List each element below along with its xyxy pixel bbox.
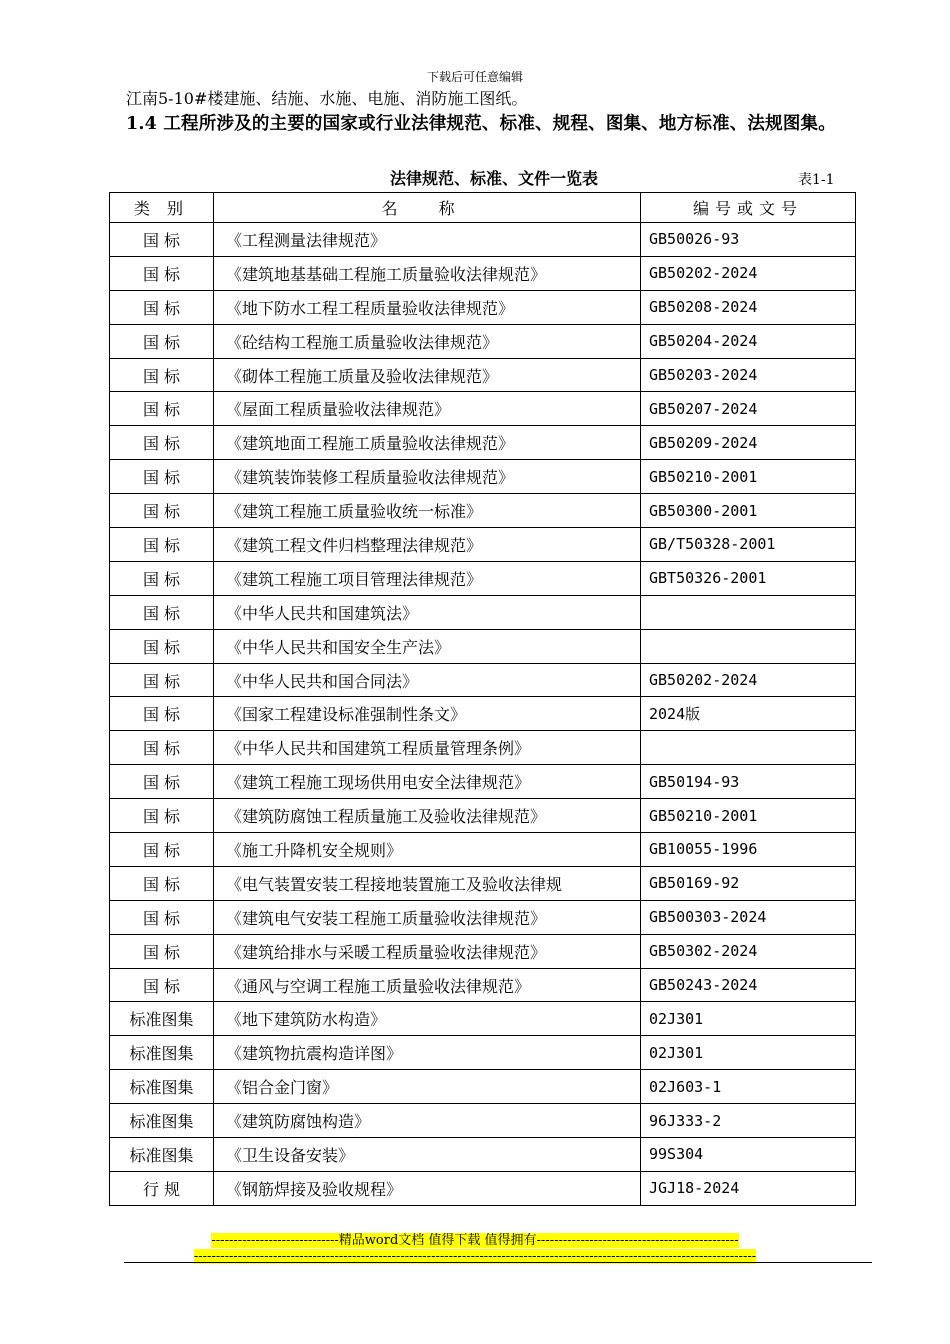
cell-name: 《砌体工程施工质量及验收法律规范》 xyxy=(214,358,641,392)
header-category: 类 别 xyxy=(110,193,214,223)
table-row xyxy=(110,833,856,867)
cell-name: 《建筑地面工程施工质量验收法律规范》 xyxy=(214,426,641,460)
section-heading: 1.4 工程所涉及的主要的国家或行业法律规范、标准、规程、图集、地方标准、法规图集。 xyxy=(126,114,836,134)
table-row xyxy=(110,1036,856,1070)
table-row xyxy=(110,799,856,833)
cell-name: 《钢筋焊接及验收规程》 xyxy=(214,1171,641,1205)
table-title: 法律规范、标准、文件一览表 xyxy=(390,169,599,188)
table-row xyxy=(110,629,856,663)
table-row xyxy=(110,595,856,629)
table-row xyxy=(110,968,856,1002)
table-number: 表1-1 xyxy=(798,172,835,188)
table-row xyxy=(110,561,856,595)
cell-name: 《卫生设备安装》 xyxy=(214,1138,641,1172)
cell-code: GB50203-2024 xyxy=(641,358,856,392)
cell-category: 国 标 xyxy=(110,358,214,392)
table-row xyxy=(110,460,856,494)
cell-code: GB500303-2024 xyxy=(641,900,856,934)
cell-name: 《中华人民共和国建筑工程质量管理条例》 xyxy=(214,731,641,765)
table-row xyxy=(110,900,856,934)
table-row xyxy=(110,392,856,426)
cell-code: GB50243-2024 xyxy=(641,968,856,1002)
cell-code: GB50202-2024 xyxy=(641,256,856,290)
cell-name: 《建筑工程施工项目管理法律规范》 xyxy=(214,561,641,595)
cell-name: 《施工升降机安全规则》 xyxy=(214,833,641,867)
cell-category: 国 标 xyxy=(110,799,214,833)
cell-name: 《建筑物抗震构造详图》 xyxy=(214,1036,641,1070)
cell-code: GB10055-1996 xyxy=(641,833,856,867)
cell-category: 国 标 xyxy=(110,561,214,595)
cell-code: GB/T50328-2001 xyxy=(641,528,856,562)
cell-name: 《地下防水工程工程质量验收法律规范》 xyxy=(214,290,641,324)
cell-category: 国 标 xyxy=(110,833,214,867)
table-row xyxy=(110,1104,856,1138)
cell-name: 《地下建筑防水构造》 xyxy=(214,1002,641,1036)
table-row xyxy=(110,866,856,900)
table-row xyxy=(110,934,856,968)
cell-category: 国 标 xyxy=(110,934,214,968)
footer-rule xyxy=(124,1262,872,1263)
table-row xyxy=(110,223,856,257)
cell-code: 2024版 xyxy=(641,697,856,731)
cell-name: 《建筑给排水与采暖工程质量验收法律规范》 xyxy=(214,934,641,968)
cell-category: 国 标 xyxy=(110,595,214,629)
table-row xyxy=(110,1002,856,1036)
cell-code xyxy=(641,629,856,663)
cell-code xyxy=(641,731,856,765)
cell-name: 《电气装置安装工程接地装置施工及验收法律规 xyxy=(214,866,641,900)
footer-line-1: -----------------------------精品word文档 值得下载 值得拥有---------------------------------------------- xyxy=(211,1233,739,1248)
cell-code: GB50026-93 xyxy=(641,223,856,257)
cell-name: 《建筑地基基础工程施工质量验收法律规范》 xyxy=(214,256,641,290)
cell-category: 国 标 xyxy=(110,223,214,257)
header-note: 下载后可任意编辑 xyxy=(426,70,523,84)
table-row xyxy=(110,1070,856,1104)
cell-code: GB50204-2024 xyxy=(641,324,856,358)
cell-code: GB50208-2024 xyxy=(641,290,856,324)
cell-name: 《中华人民共和国建筑法》 xyxy=(214,595,641,629)
cell-code: 99S304 xyxy=(641,1138,856,1172)
cell-category: 标准图集 xyxy=(110,1002,214,1036)
cell-category: 国 标 xyxy=(110,494,214,528)
cell-category: 国 标 xyxy=(110,765,214,799)
table-row xyxy=(110,1138,856,1172)
cell-name: 《砼结构工程施工质量验收法律规范》 xyxy=(214,324,641,358)
cell-name: 《中华人民共和国合同法》 xyxy=(214,663,641,697)
cell-code: GB50207-2024 xyxy=(641,392,856,426)
cell-code: GB50194-93 xyxy=(641,765,856,799)
cell-category: 标准图集 xyxy=(110,1036,214,1070)
cell-code: 96J333-2 xyxy=(641,1104,856,1138)
cell-name: 《建筑工程文件归档整理法律规范》 xyxy=(214,528,641,562)
cell-code: GB50202-2024 xyxy=(641,663,856,697)
cell-category: 标准图集 xyxy=(110,1070,214,1104)
cell-name: 《建筑防腐蚀构造》 xyxy=(214,1104,641,1138)
cell-code: GB50169-92 xyxy=(641,866,856,900)
cell-code: 02J301 xyxy=(641,1036,856,1070)
footer-line-2: -------------------------------------------------------------------------------------------------------------------------------- xyxy=(193,1249,757,1264)
cell-category: 国 标 xyxy=(110,697,214,731)
cell-category: 国 标 xyxy=(110,528,214,562)
cell-code: GB50210-2001 xyxy=(641,799,856,833)
cell-code: JGJ18-2024 xyxy=(641,1171,856,1205)
table-row xyxy=(110,358,856,392)
cell-category: 国 标 xyxy=(110,663,214,697)
table-header-row xyxy=(110,193,856,223)
cell-code: GB50210-2001 xyxy=(641,460,856,494)
table-row xyxy=(110,256,856,290)
cell-name: 《建筑防腐蚀工程质量施工及验收法律规范》 xyxy=(214,799,641,833)
table-row xyxy=(110,528,856,562)
cell-name: 《建筑装饰装修工程质量验收法律规范》 xyxy=(214,460,641,494)
cell-code xyxy=(641,595,856,629)
cell-code: GBT50326-2001 xyxy=(641,561,856,595)
header-name: 名 称 xyxy=(214,193,641,223)
cell-code: 02J603-1 xyxy=(641,1070,856,1104)
intro-line: 江南5-10#楼建施、结施、水施、电施、消防施工图纸。 xyxy=(126,89,528,108)
cell-category: 国 标 xyxy=(110,900,214,934)
table-row xyxy=(110,426,856,460)
cell-name: 《工程测量法律规范》 xyxy=(214,223,641,257)
cell-name: 《建筑电气安装工程施工质量验收法律规范》 xyxy=(214,900,641,934)
table-row xyxy=(110,324,856,358)
cell-category: 国 标 xyxy=(110,629,214,663)
table-row xyxy=(110,731,856,765)
cell-name: 《铝合金门窗》 xyxy=(214,1070,641,1104)
cell-category: 国 标 xyxy=(110,324,214,358)
standards-table xyxy=(109,192,856,1206)
cell-category: 国 标 xyxy=(110,392,214,426)
cell-name: 《通风与空调工程施工质量验收法律规范》 xyxy=(214,968,641,1002)
cell-name: 《中华人民共和国安全生产法》 xyxy=(214,629,641,663)
cell-category: 国 标 xyxy=(110,968,214,1002)
header-code: 编号或文号 xyxy=(641,193,856,223)
cell-name: 《建筑工程施工现场供用电安全法律规范》 xyxy=(214,765,641,799)
cell-code: GB50302-2024 xyxy=(641,934,856,968)
cell-code: GB50209-2024 xyxy=(641,426,856,460)
cell-category: 国 标 xyxy=(110,256,214,290)
cell-name: 《国家工程建设标准强制性条文》 xyxy=(214,697,641,731)
cell-category: 标准图集 xyxy=(110,1138,214,1172)
table-row xyxy=(110,663,856,697)
cell-code: GB50300-2001 xyxy=(641,494,856,528)
cell-category: 国 标 xyxy=(110,426,214,460)
table-row xyxy=(110,290,856,324)
cell-name: 《屋面工程质量验收法律规范》 xyxy=(214,392,641,426)
cell-category: 国 标 xyxy=(110,731,214,765)
cell-name: 《建筑工程施工质量验收统一标准》 xyxy=(214,494,641,528)
table-row xyxy=(110,494,856,528)
cell-code: 02J301 xyxy=(641,1002,856,1036)
cell-category: 标准图集 xyxy=(110,1104,214,1138)
cell-category: 行 规 xyxy=(110,1171,214,1205)
cell-category: 国 标 xyxy=(110,460,214,494)
cell-category: 国 标 xyxy=(110,866,214,900)
cell-category: 国 标 xyxy=(110,290,214,324)
table-row xyxy=(110,697,856,731)
table-row xyxy=(110,1171,856,1205)
table-row xyxy=(110,765,856,799)
